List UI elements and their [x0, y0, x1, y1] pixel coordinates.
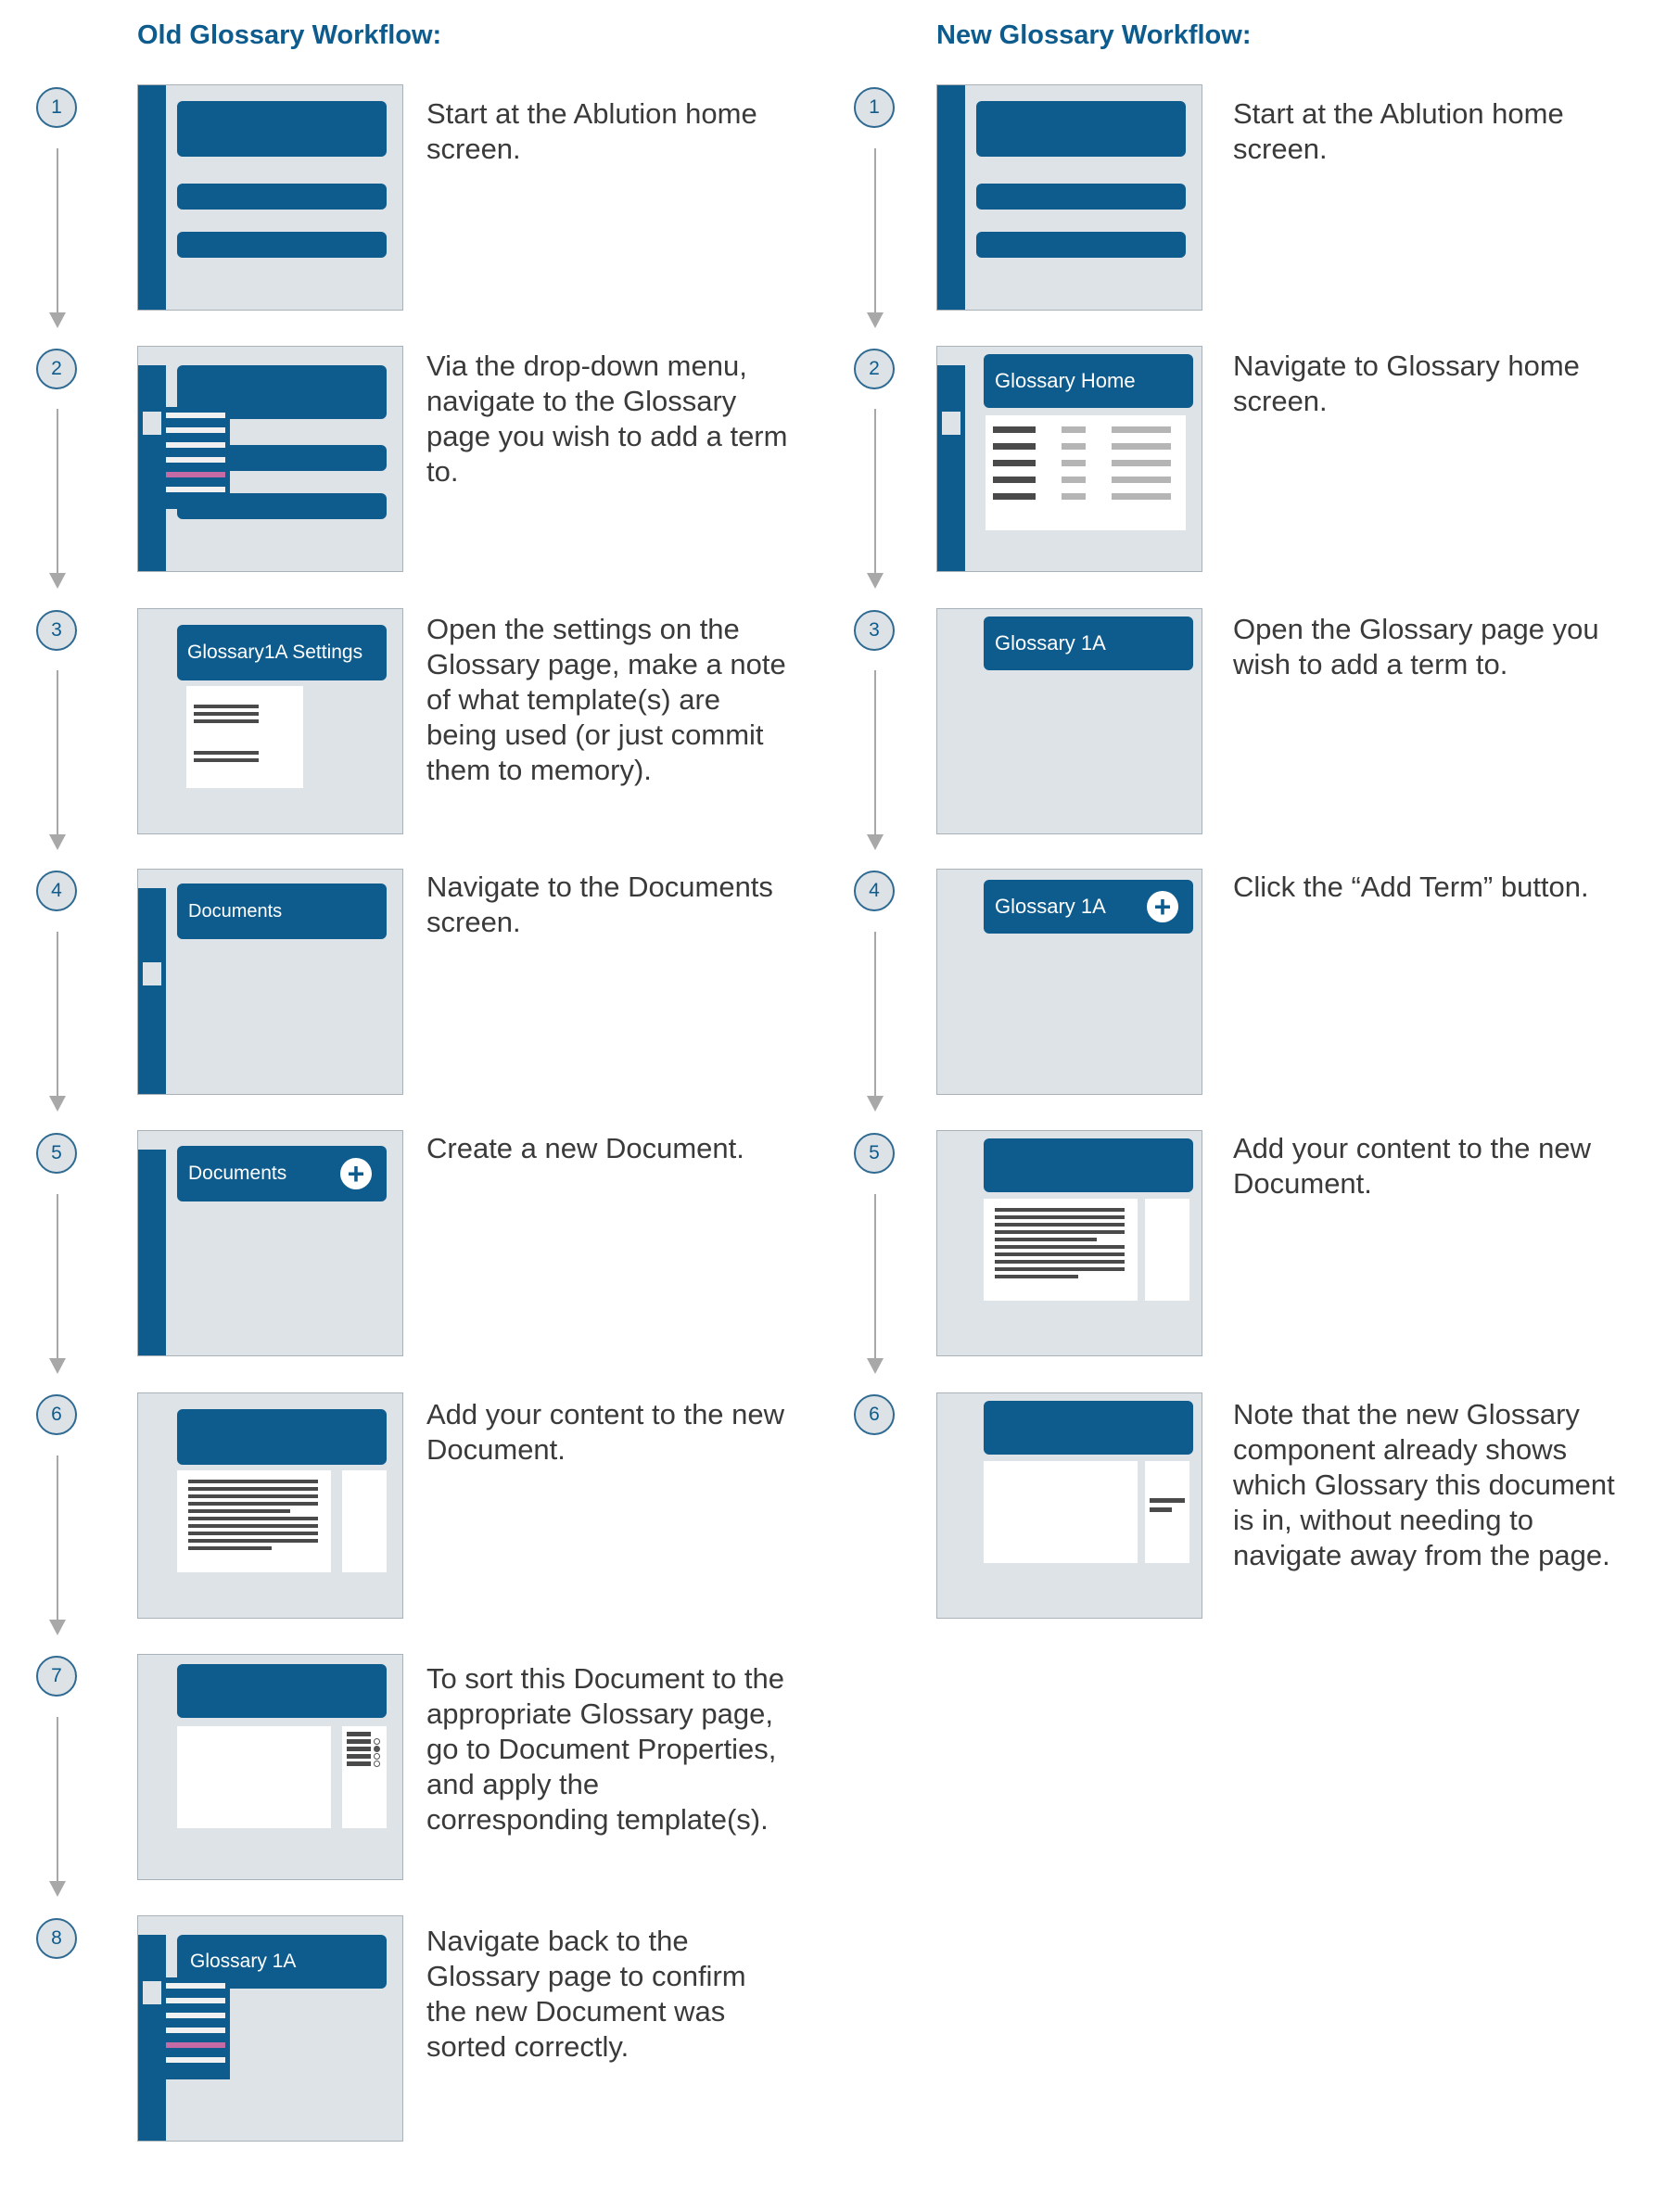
old-step-5-description: Create a new Document. — [426, 1132, 744, 1164]
step-number-badge: 1 — [854, 87, 895, 128]
menu-item — [166, 1983, 225, 1989]
glossary-header: Glossary 1A — [177, 1935, 387, 1989]
glossary-home-header: Glossary Home — [984, 354, 1193, 408]
document-header-block — [984, 1138, 1193, 1192]
placeholder-block — [177, 184, 387, 210]
arrow-down-icon — [867, 1096, 884, 1112]
old-step-1-screen — [137, 84, 403, 311]
flow-arrow-line — [874, 670, 876, 835]
old-step-5-screen — [137, 1130, 403, 1356]
step-number-badge: 4 — [36, 871, 77, 911]
settings-panel — [186, 686, 303, 788]
text-line — [995, 1275, 1078, 1278]
old-step-6-description: Add your content to the new Document. — [426, 1398, 785, 1466]
document-properties-panel — [342, 1726, 387, 1828]
glossary-indicator-line — [1150, 1507, 1172, 1512]
flow-arrow-line — [874, 409, 876, 574]
new-step-4-description: Click the “Add Term” button. — [1233, 871, 1589, 903]
settings-header: Glossary1A Settings — [177, 625, 387, 680]
arrow-down-icon — [49, 1358, 66, 1374]
document-content-area — [984, 1199, 1138, 1301]
documents-header-label: Documents — [188, 1163, 287, 1184]
arrow-down-icon — [49, 834, 66, 850]
menu-item — [166, 1998, 225, 2003]
menu-item — [166, 2057, 225, 2063]
glossary-page-header-label: Glossary 1A — [995, 895, 1106, 918]
text-line — [188, 1524, 318, 1528]
step-number-badge: 8 — [36, 1918, 77, 1959]
old-step-1-description: Start at the Ablution home screen. — [426, 97, 757, 165]
document-side-panel — [1145, 1199, 1189, 1301]
step-number-badge: 4 — [854, 871, 895, 911]
flow-arrow-line — [57, 1717, 58, 1882]
menu-toggle-button — [143, 412, 161, 435]
text-line — [194, 758, 259, 762]
sidebar — [138, 85, 166, 310]
text-line — [995, 1245, 1125, 1249]
text-line — [194, 712, 259, 716]
old-step-6-screen — [137, 1392, 403, 1619]
arrow-down-icon — [49, 1096, 66, 1112]
table-cell — [1062, 426, 1086, 433]
table-cell — [1062, 443, 1086, 450]
glossary-list-table — [986, 415, 1186, 530]
new-step-4-screen — [936, 869, 1202, 1095]
sidebar — [138, 1150, 166, 1356]
arrow-down-icon — [867, 312, 884, 328]
menu-toggle-button — [942, 412, 960, 435]
table-cell — [1062, 460, 1086, 466]
arrow-down-icon — [49, 1620, 66, 1635]
new-step-6-screen — [936, 1392, 1202, 1619]
table-cell — [993, 443, 1036, 450]
radio-icon — [374, 1753, 380, 1760]
text-line — [188, 1532, 318, 1535]
new-step-2-screen — [936, 346, 1202, 572]
glossary-component-panel — [1145, 1461, 1189, 1563]
flow-arrow-line — [874, 932, 876, 1097]
arrow-down-icon — [867, 834, 884, 850]
property-line — [347, 1732, 371, 1736]
flow-arrow-line — [57, 932, 58, 1097]
menu-item — [166, 442, 225, 448]
old-workflow-heading: Old Glossary Workflow: — [137, 20, 442, 50]
placeholder-block — [976, 232, 1186, 258]
property-line — [347, 1754, 371, 1759]
placeholder-block — [177, 101, 387, 157]
text-line — [188, 1480, 318, 1483]
step-number-badge: 2 — [854, 349, 895, 389]
text-line — [188, 1509, 290, 1513]
table-cell — [993, 477, 1036, 483]
table-cell — [1112, 493, 1171, 500]
table-cell — [1112, 426, 1171, 433]
step-number-badge: 3 — [854, 610, 895, 651]
old-step-7-description: To sort this Document to the appropriate Glossary page, go to Document Properties, and apply the corresponding template(s). — [426, 1662, 784, 1836]
text-line — [995, 1252, 1125, 1256]
text-line — [194, 719, 259, 723]
new-step-3-screen — [936, 608, 1202, 834]
old-step-3-description: Open the settings on the Glossary page, make a note of what template(s) are being used (or just commit them to memory). — [426, 613, 786, 786]
property-line — [347, 1761, 371, 1766]
table-cell — [1062, 493, 1086, 500]
document-header-block — [177, 1409, 387, 1465]
old-step-3-screen — [137, 608, 403, 834]
text-line — [188, 1517, 318, 1520]
text-line — [194, 751, 259, 755]
text-line — [995, 1208, 1125, 1212]
property-line — [347, 1739, 371, 1744]
dropdown-menu — [161, 1977, 230, 2079]
menu-item — [166, 487, 225, 492]
radio-icon — [374, 1761, 380, 1767]
menu-item — [166, 2028, 225, 2033]
step-number-badge: 5 — [36, 1133, 77, 1174]
text-line — [995, 1215, 1125, 1219]
flow-arrow-line — [874, 148, 876, 313]
table-cell — [1112, 460, 1171, 466]
old-step-4-screen — [137, 869, 403, 1095]
text-line — [995, 1223, 1125, 1227]
text-line — [995, 1238, 1097, 1241]
sidebar — [937, 85, 965, 310]
document-content-area — [177, 1726, 331, 1828]
menu-item-highlighted — [166, 472, 225, 477]
text-line — [188, 1494, 318, 1498]
plus-circle-icon: + — [340, 1158, 372, 1189]
text-line — [188, 1502, 318, 1506]
glossary-indicator-line — [1150, 1498, 1185, 1503]
text-line — [188, 1546, 272, 1550]
documents-header: Documents — [177, 884, 387, 939]
menu-item — [166, 413, 225, 418]
text-line — [194, 705, 259, 708]
dropdown-menu — [161, 407, 230, 509]
arrow-down-icon — [867, 1358, 884, 1374]
flow-arrow-line — [57, 148, 58, 313]
document-side-panel — [342, 1470, 387, 1572]
old-step-7-screen — [137, 1654, 403, 1880]
new-workflow-heading: New Glossary Workflow: — [936, 20, 1252, 50]
table-cell — [1062, 477, 1086, 483]
old-step-2-screen — [137, 346, 403, 572]
new-step-5-description: Add your content to the new Document. — [1233, 1132, 1592, 1200]
flow-arrow-line — [57, 670, 58, 835]
new-step-1-description: Start at the Ablution home screen. — [1233, 97, 1564, 165]
flow-arrow-line — [874, 1194, 876, 1359]
sidebar — [937, 365, 965, 572]
flow-arrow-line — [57, 1456, 58, 1621]
new-step-2-description: Navigate to Glossary home screen. — [1233, 350, 1580, 417]
radio-selected-icon — [374, 1746, 380, 1752]
step-number-badge: 6 — [854, 1394, 895, 1435]
table-cell — [993, 426, 1036, 433]
old-step-8-screen — [137, 1915, 403, 2142]
menu-item — [166, 2013, 225, 2018]
table-cell — [1112, 443, 1171, 450]
menu-toggle-button — [143, 962, 161, 985]
placeholder-block — [976, 101, 1186, 157]
table-cell — [1112, 477, 1171, 483]
menu-toggle-button — [143, 1981, 161, 2004]
glossary-page-header — [984, 880, 1193, 934]
text-line — [995, 1267, 1125, 1271]
arrow-down-icon — [49, 573, 66, 589]
old-step-2-description: Via the drop-down menu, navigate to the Glossary page you wish to add a term to. — [426, 350, 788, 488]
text-line — [995, 1260, 1125, 1264]
step-number-badge: 2 — [36, 349, 77, 389]
flow-arrow-line — [57, 1194, 58, 1359]
old-step-4-description: Navigate to the Documents screen. — [426, 871, 773, 938]
document-content-area — [984, 1461, 1138, 1563]
documents-header — [177, 1146, 387, 1201]
step-number-badge: 5 — [854, 1133, 895, 1174]
table-cell — [993, 493, 1036, 500]
menu-item — [166, 457, 225, 463]
step-number-badge: 3 — [36, 610, 77, 651]
text-line — [188, 1487, 318, 1491]
document-header-block — [177, 1664, 387, 1718]
old-step-8-description: Navigate back to the Glossary page to confirm the new Document was sorted correctly. — [426, 1925, 746, 2063]
new-step-3-description: Open the Glossary page you wish to add a term to. — [1233, 613, 1599, 680]
placeholder-block — [976, 184, 1186, 210]
arrow-down-icon — [867, 573, 884, 589]
step-number-badge: 7 — [36, 1656, 77, 1697]
arrow-down-icon — [49, 312, 66, 328]
plus-circle-icon: + — [1147, 891, 1178, 922]
document-header-block — [984, 1401, 1193, 1455]
placeholder-block — [177, 232, 387, 258]
radio-icon — [374, 1738, 380, 1745]
flow-arrow-line — [57, 409, 58, 574]
glossary-page-header: Glossary 1A — [984, 617, 1193, 670]
new-step-5-screen — [936, 1130, 1202, 1356]
new-step-6-description: Note that the new Glossary component already shows which Glossary this document is in, without needing to navigate away from the page. — [1233, 1398, 1615, 1571]
step-number-badge: 1 — [36, 87, 77, 128]
property-line — [347, 1747, 371, 1751]
text-line — [188, 1539, 318, 1543]
text-line — [995, 1230, 1125, 1234]
step-number-badge: 6 — [36, 1394, 77, 1435]
document-content-area — [177, 1470, 331, 1572]
sidebar — [138, 888, 166, 1095]
table-cell — [993, 460, 1036, 466]
arrow-down-icon — [49, 1881, 66, 1897]
menu-item-highlighted — [166, 2042, 225, 2048]
menu-item — [166, 427, 225, 433]
new-step-1-screen — [936, 84, 1202, 311]
